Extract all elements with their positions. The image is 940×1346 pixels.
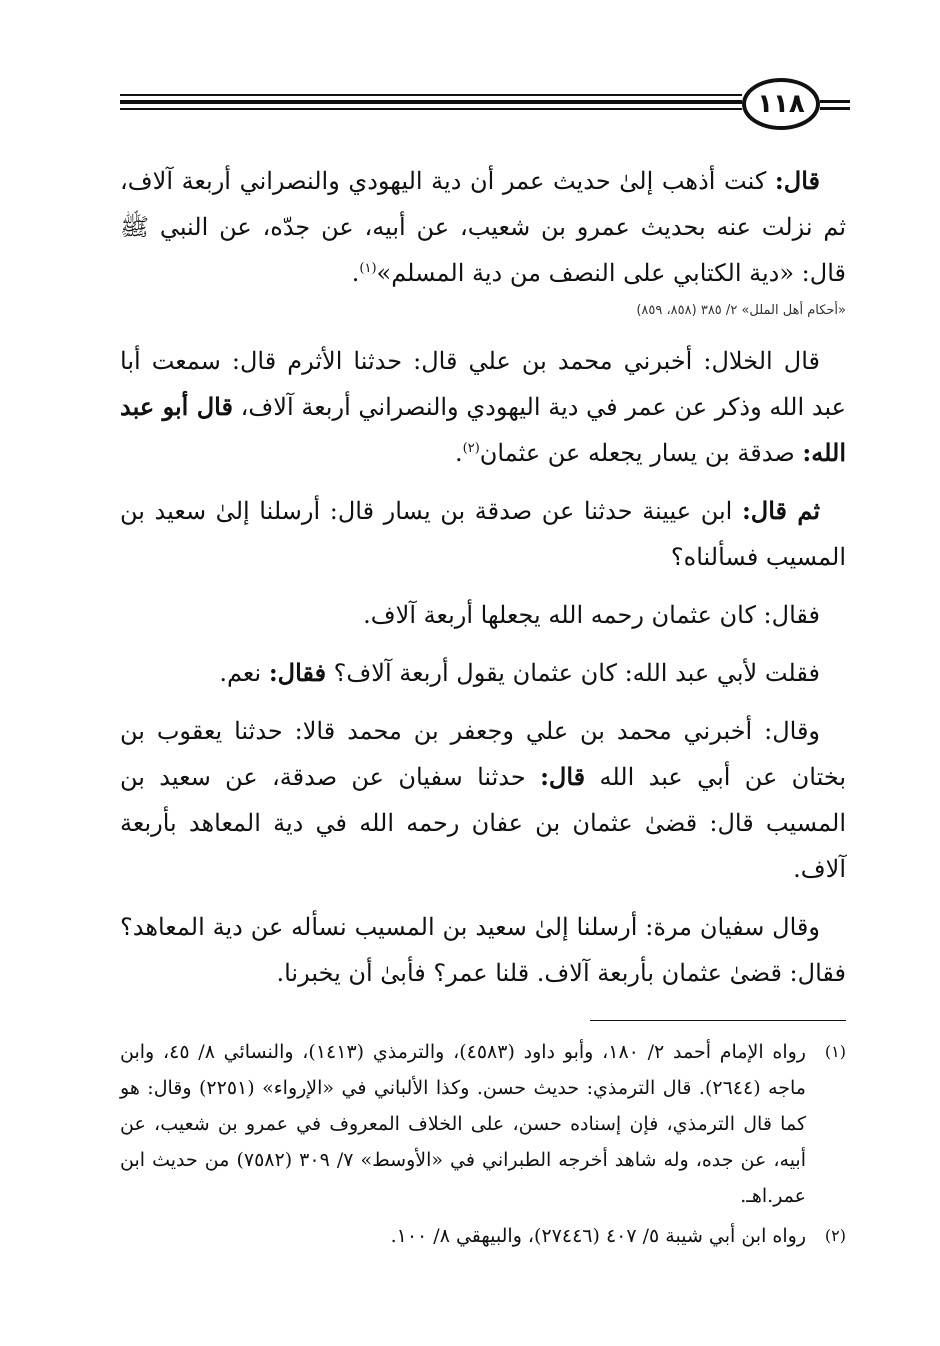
footnote-divider — [590, 1020, 846, 1021]
paragraph-text: وقال سفيان مرة: أرسلنا إلىٰ سعيد بن المسيب نسأله عن دية المعاهد؟ فقال: قضىٰ عثمان بأربعة آلاف. قلنا عمر؟ فأبىٰ أن يخبرنا. — [120, 913, 846, 987]
footnote-text: رواه ابن أبي شيبة ٥/ ٤٠٧ (٢٧٤٤٦)، والبيهقي ٨/ ١٠٠. — [390, 1225, 806, 1247]
paragraph — [120, 592, 846, 638]
paragraph-text: قال الخلال: أخبرني محمد بن علي قال: حدثنا الأثرم قال: سمعت أبا عبد الله وذكر عن عمر في دية اليهودي والنصراني أربعة آلاف، — [120, 347, 847, 421]
paragraph-bold: قال أبو عبد الله: — [120, 392, 846, 467]
paragraph-lead: قال: — [774, 166, 820, 195]
main-text — [120, 158, 846, 1008]
page-header — [120, 78, 850, 134]
paragraph — [120, 904, 846, 996]
footnote-ref[interactable]: (٢) — [462, 441, 480, 456]
footnote-number: (١) — [824, 1042, 846, 1061]
header-rule — [120, 108, 742, 110]
paragraph-text: فقال: كان عثمان رحمه الله يجعلها أربعة آلاف. — [363, 601, 820, 629]
paragraph-text: فقلت لأبي عبد الله: كان عثمان يقول أربعة آلاف؟ — [326, 659, 820, 687]
footnote — [120, 1034, 846, 1214]
footnotes — [120, 1034, 846, 1258]
inline-source-note: «أحكام أهل الملل» ٢/ ٣٨٥ (٨٥٨، ٨٥٩) — [636, 303, 846, 318]
paragraph-tail: نعم. — [219, 659, 269, 687]
header-rule — [120, 100, 742, 104]
header-rule — [120, 94, 742, 96]
paragraph-bold: قال: — [540, 762, 586, 791]
paragraph-text: وقال: أخبرني محمد بن علي وجعفر بن محمد قالا: حدثنا يعقوب بن بختان عن أبي عبد الله — [120, 717, 847, 791]
paragraph-tail: . — [351, 259, 360, 287]
footnote-text: رواه الإمام أحمد ٢/ ١٨٠، وأبو داود (٤٥٨٣)، والترمذي (١٤١٣)، والنسائي ٨/ ٤٥، وابن ماجه (٢٦٤٤). قال الترمذي: حديث حسن. وكذا الألباني في «الإرواء» (٢٢٥١) وقال: هو كما قال الترمذي، فإن إسناده حسن، على الخلاف المعروف في عمرو بن شعيب، عن أبيه، عن جده، وله شاهد أخرجه الطبراني في «الأوسط» ٧/ ٣٠٩ (٧٥٨٢) من حديث ابن عمر.اهـ. — [120, 1041, 807, 1207]
paragraph-text: ابن عيينة حدثنا عن صدقة بن يسار قال: أرسلنا إلىٰ سعيد بن المسيب فسألناه؟ — [120, 497, 846, 571]
paragraph-text: كنت أذهب إلىٰ حديث عمر أن دية اليهودي والنصراني أربعة آلاف، ثم نزلت عنه بحديث عمرو بن شعيب، عن أبيه، عن جدّه، عن النبي ﷺ قال: «دية الكتابي على النصف من دية المسلم» — [120, 167, 846, 287]
paragraph — [120, 338, 846, 476]
header-rule — [820, 107, 850, 110]
footnote-number: (٢) — [824, 1226, 846, 1245]
paragraph — [120, 650, 846, 696]
paragraph-bold: فقال: — [268, 658, 327, 687]
paragraph-end: . — [455, 439, 463, 467]
paragraph — [120, 488, 846, 580]
footnote-ref[interactable]: (١) — [359, 261, 377, 276]
paragraph — [120, 708, 846, 892]
header-rule — [820, 100, 850, 103]
footnote — [120, 1218, 846, 1254]
paragraph-lead: ثم قال: — [741, 496, 821, 525]
page-number: ١١٨ — [742, 78, 820, 130]
paragraph-tail: حدثنا سفيان عن صدقة، عن سعيد بن المسيب قال: قضىٰ عثمان بن عفان رحمه الله في دية المعاهد بأربعة آلاف. — [120, 763, 846, 883]
paragraph-tail: صدقة بن يسار يجعله عن عثمان — [479, 439, 803, 467]
paragraph — [120, 158, 846, 296]
